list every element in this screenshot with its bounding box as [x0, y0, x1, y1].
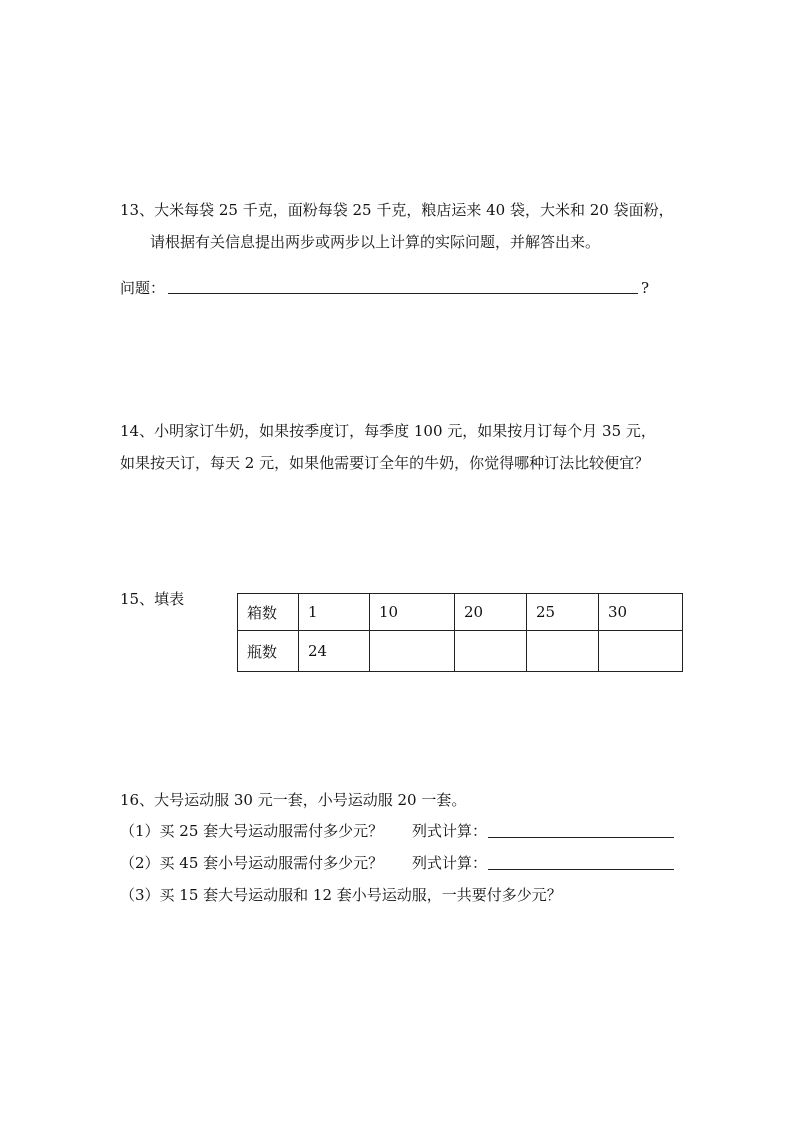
q16-sub1-label: 列式计算：	[412, 822, 488, 840]
table-row	[238, 594, 683, 631]
q13-question-label: 问题：	[120, 279, 166, 297]
table-cell-blank[interactable]	[527, 631, 599, 672]
q16-sub1: （1）买 25 套大号运动服需付多少元？	[120, 822, 384, 840]
table-cell: 1	[299, 594, 370, 631]
q16-title: 16、大号运动服 30 元一套，小号运动服 20 一套。	[120, 791, 467, 809]
q15-title: 15、填表	[120, 590, 185, 608]
table-cell: 箱数	[238, 594, 299, 631]
table-cell: 10	[370, 594, 455, 631]
q13-answer-blank[interactable]	[168, 293, 638, 294]
q14-line2: 如果按天订，每天 2 元，如果他需要订全年的牛奶，你觉得哪种订法比较便宜？	[120, 454, 650, 472]
table-cell: 20	[455, 594, 527, 631]
table-cell-blank[interactable]	[599, 631, 683, 672]
q15-table	[237, 593, 683, 672]
table-cell: 25	[527, 594, 599, 631]
table-cell: 瓶数	[238, 631, 299, 672]
table-cell-blank[interactable]	[455, 631, 527, 672]
q16-sub3: （3）买 15 套大号运动服和 12 套小号运动服，一共要付多少元？	[120, 886, 562, 904]
q13-line1: 13、大米每袋 25 千克，面粉每袋 25 千克，粮店运来 40 袋，大米和 20 袋面粉，	[120, 201, 674, 219]
q16-sub2: （2）买 45 套小号运动服需付多少元？	[120, 854, 384, 872]
table-row	[238, 631, 683, 672]
table-cell-blank[interactable]	[370, 631, 455, 672]
table-cell: 24	[299, 631, 370, 672]
q13-question-end: ?	[641, 279, 650, 297]
table-cell: 30	[599, 594, 683, 631]
q16-sub1-answer-blank[interactable]	[488, 837, 674, 838]
q13-line2: 请根据有关信息提出两步或两步以上计算的实际问题，并解答出来。	[150, 233, 601, 251]
q16-sub2-label: 列式计算：	[412, 854, 488, 872]
q16-sub2-answer-blank[interactable]	[488, 869, 674, 870]
q14-line1: 14、小明家订牛奶，如果按季度订，每季度 100 元，如果按月订每个月 35 元，	[120, 422, 656, 440]
